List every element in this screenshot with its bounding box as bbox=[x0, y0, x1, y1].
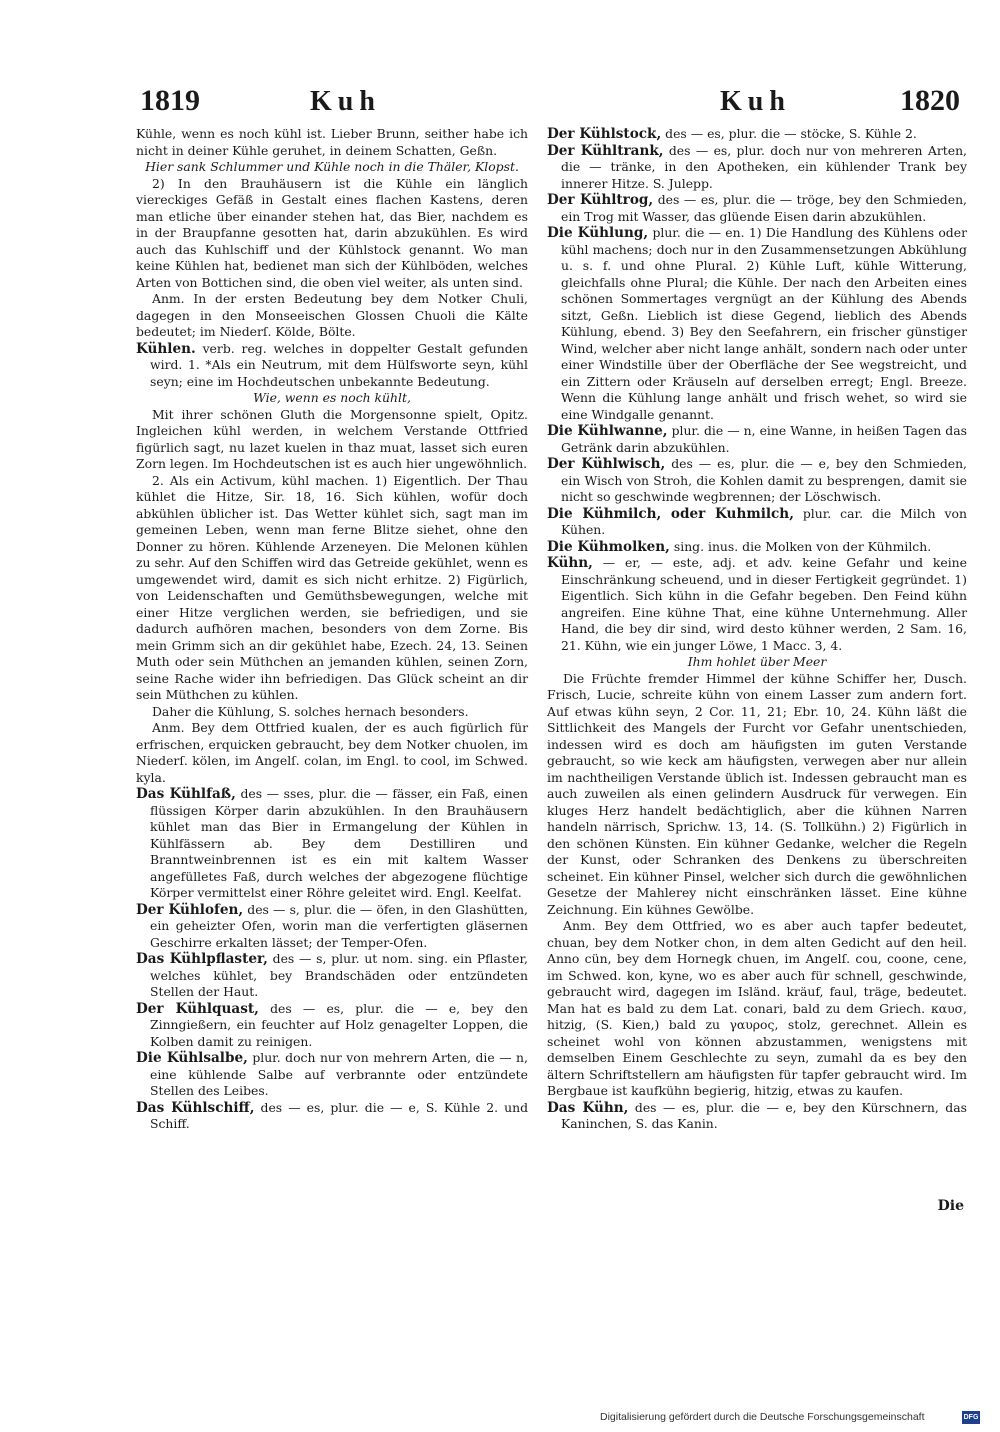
dictionary-entry bbox=[547, 126, 967, 143]
dictionary-entry bbox=[136, 1050, 528, 1100]
left-running-head: Kuh bbox=[310, 86, 381, 117]
entry-text: verb. reg. welches in doppelter Gestalt gefunden wird. 1. *Als ein Neutrum, mit dem Hülfsworte seyn, kühl seyn; eine im Hochdeutschen unbekannte Bedeutung. bbox=[150, 340, 528, 389]
entry-text: des — s, plur. ut nom. sing. ein Pflaster, welches kühlet, bey Brandschäden oder entzündeten Stellen der Haut. bbox=[150, 951, 528, 999]
dictionary-entry bbox=[547, 225, 967, 423]
entry-headword: Der Kühlstock, bbox=[547, 126, 662, 142]
entry-text: des — sses, plur. die — fässer, ein Faß, einen flüssigen Körper darin abzukühlen. In den Brauhäusern kühlet man das Bier in Ermangelung der Kühlen in Kühlfässern ab. Bey dem Destilliren und Branntweinbrennen ist es ein mit kaltem Wasser angefülletes Faß, durch welches der abgezogene flüchtige Körper vermittelst einer Röhre geleitet wird. Engl. Keelfat. bbox=[150, 786, 528, 900]
dictionary-entry bbox=[547, 1100, 967, 1133]
entry-text: — er, — este, adj. et adv. keine Gefahr und keine Einschränkung scheuend, und in dieser Fertigkeit gegründet. 1) Eigentlich. Sich kühn in die Gefahr begeben. Den Feind kühn angreifen. Eine kühne That, eine kühne Unternehmung. Aller Hand, die bey dir sind, wird desto kühner werden, 2 Sam. 16, 21. Kühn, wie ein junger Löwe, 1 Macc. 3, 4. bbox=[561, 555, 967, 653]
entry-paragraph: Anm. Bey dem Ottfried kualen, der es auch figürlich für erfrischen, erquicken gebraucht, bey dem Notker chuolen, im Niederſ. kölen, im Angelſ. colan, im Engl. to cool, im Schwed. kyla. bbox=[136, 720, 528, 785]
entry-text: des — es, plur. die — e, bey den Zinngießern, ein feuchter auf Holz genagelter Loppen, die Kolben damit zu reinigen. bbox=[150, 1000, 528, 1049]
catchword: Die bbox=[937, 1198, 964, 1214]
dictionary-page bbox=[100, 80, 980, 1400]
dictionary-entry bbox=[136, 786, 528, 902]
entry-headword: Der Kühlwisch, bbox=[547, 456, 666, 472]
left-page-number: 1819 bbox=[140, 84, 200, 117]
entry-text: des — es, plur. die — e, S. Kühle 2. und Schiff. bbox=[150, 1099, 529, 1131]
entry-headword: Das Kühn, bbox=[547, 1099, 629, 1116]
verse-quote: Wie, wenn es noch kühlt, bbox=[253, 390, 411, 405]
entry-headword: Kühn, bbox=[547, 555, 593, 571]
entry-text: plur. car. die Milch von Kühen. bbox=[561, 505, 967, 537]
entry-headword: Das Kühlpflaster, bbox=[136, 951, 268, 967]
dictionary-entry bbox=[547, 456, 967, 506]
entry-paragraph: Kühle, wenn es noch kühl ist. Lieber Brunn, seither habe ich nicht in deiner Kühle geruhet, in deinem Schatten, Geßn. bbox=[136, 126, 528, 158]
verse-quote: Ihm hohlet über Meer bbox=[687, 654, 827, 669]
entry-text: plur. die — en. 1) Die Handlung des Kühlens oder kühl machens; doch nur in den Zusammensetzungen Abkühlung u. s. f. und ohne Plural. 2) Kühle Luft, kühle Witterung, gleichfalls ohne Plural; die Kühle. Der nach den Arbeiten eines schönen Sommertages vergnügt an der Kühlung des Abends sitzt, Geßn. Lieblich ist diese Gegend, lieblich des Abends Kühlung, ebend. 3) Bey den Seefahrern, ein frischer günstiger Wind, welcher aber nicht lange anhält, sondern nach oder unter einer Windstille über der Oberfläche der See wegstreicht, und ein Zittern oder Kräuseln auf derselben erregt; Engl. Breeze. Wenn die Kühlung lange anhält und frisch wehet, so wird sie eine Windgalle genannt. bbox=[561, 225, 967, 422]
entry-headword: Das Kühlfaß, bbox=[136, 786, 236, 802]
dictionary-entry bbox=[547, 506, 967, 539]
entry-headword: Der Kühlquast, bbox=[136, 1000, 259, 1017]
dictionary-entry bbox=[136, 1100, 528, 1133]
left-column bbox=[136, 126, 528, 1133]
right-column bbox=[547, 126, 967, 1133]
entry-paragraph: Anm. In der ersten Bedeutung bey dem Notker Chuli, dagegen in den Monseeischen Glossen Chuoli die Kälte bedeutet; im Niederſ. Kölde, Bölte. bbox=[136, 291, 528, 339]
entry-headword: Der Kühltrog, bbox=[547, 192, 654, 208]
entry-text: des — es, plur. die — e, bey den Kürschnern, das Kaninchen, S. das Kanin. bbox=[561, 1099, 967, 1131]
dictionary-entry bbox=[136, 1001, 528, 1051]
entry-headword: Kühlen. bbox=[136, 340, 196, 357]
entry-headword: Die Kühlwanne, bbox=[547, 423, 668, 439]
entry-headword: Der Kühltrank, bbox=[547, 142, 664, 159]
entry-text: des — es, plur. doch nur von mehreren Arten, die — tränke, in den Apotheken, ein kühlender Trank bey innerer Hitze. S. Julepp. bbox=[561, 142, 967, 191]
entry-paragraph: Daher die Kühlung, S. solches hernach besonders. bbox=[152, 703, 469, 719]
dictionary-entry bbox=[547, 539, 967, 556]
entry-paragraph: Die Früchte fremder Himmel der kühne Schiffer her, Dusch. Frisch, Lucie, schreite kühn von einem Lasser zum andern fort. Auf etwas kühn seyn, 2 Cor. 11, 21; Ebr. 10, 24. Kühn läßt die Sittlichkeit des Mangels der Furcht vor Gefahr unentschieden, indessen wird es doch am häufigsten im guten Verstande gebraucht, so wie keck am häufigsten, verwegen aber nur allein im nachtheiligen Verstande üblich ist. Indessen gebraucht man es auch zuweilen als einen gelindern Ausdruck für verwegen. Ein kluges Herz handelt bedächtiglich, aber die kühnen Narren handeln närrisch, Sprichw. 13, 14. (S. Tollkühn.) 2) Figürlich in den schönen Künsten. Ein kühner Gedanke, welcher die Regeln der Kunst, oder Schranken des Denkens zu überschreiten scheinet. Ein kühner Pinsel, welcher sich durch die gewöhnlichen Gesetze der Mahlerey nicht einschränken lässet. Eine kühne Zeichnung. Ein kühnes Gewölbe. bbox=[547, 670, 967, 917]
entry-paragraph: Anm. Bey dem Ottfried, wo es aber auch tapfer bedeutet, chuan, bey dem Notker chon, in dem alten Gedicht auf den heil. Anno cün, bey dem Hornegk chuen, im Angelſ. cou, coone, cene, im Schwed. kon, kyne, wo es aber auch für schnell, geschwinde, gebraucht wird, dagegen im Isländ. kräuf, faul, träge, bedeutet. Man hat es bald zu dem Lat. conari, bald zu dem Griech. καυσ, hitzig, (S. Kien,) bald zu γαυρος, stolz, gerechnet. Allein es scheinet wohl von können abzustammen, wenigstens mit demselben Einem Geschlechte zu seyn, zumahl da es bey den ältern Schriftstellern am häufigsten für tapfer gebraucht wird. Im Bergbaue ist kaufkühn begierig, hitzig, etwas zu kaufen. bbox=[547, 918, 967, 1098]
page-header bbox=[100, 80, 980, 120]
dictionary-entry bbox=[136, 341, 528, 391]
entry-headword: Die Kühmolken, bbox=[547, 538, 670, 555]
entry-text: des — es, plur. die — stöcke, S. Kühle 2. bbox=[665, 126, 917, 141]
entry-headword: Die Kühmilch, oder Kuhmilch, bbox=[547, 505, 794, 522]
digitization-footer bbox=[600, 1411, 980, 1425]
entry-paragraph: 2. Als ein Activum, kühl machen. 1) Eigentlich. Der Thau kühlet die Hitze, Sir. 18, 16. Sich kühlen, wofür doch abkühlen üblicher ist. Das Wetter kühlet sich, sagt man im gemeinen Leben, wenn man ferne Blitze siehet, ohne den Donner zu hören. Kühlende Arzeneyen. Die Melonen kühlen zu sehr. Auf den Schiffen wird das Getreide gekühlet, wenn es umgewendet wird, damit es sich nicht erhitze. 2) Figürlich, von Leidenschaften und Gemüthsbewegungen, welche mit einer Hitze verglichen werden, sie befriedigen, und sie dadurch aufhören machen, besonders von dem Zorne. Bis mein Grimm sich an dir gekühlet habe, Ezech. 24, 13. Seinen Muth oder sein Müthchen an jemanden kühlen, seinen Zorn, seine Rache wider ihn befriedigen. Das Glück scheint an dir sein Müthchen zu kühlen. bbox=[136, 472, 528, 702]
dfg-logo: DFG bbox=[962, 1411, 980, 1424]
dictionary-entry bbox=[547, 143, 967, 193]
dictionary-entry bbox=[547, 555, 967, 654]
entry-text: des — es, plur. die — tröge, bey den Schmieden, ein Trog mit Wasser, das glüende Eisen darin abzukühlen. bbox=[561, 192, 967, 224]
entry-headword: Die Kühlung, bbox=[547, 225, 649, 241]
entry-headword: Der Kühlofen, bbox=[136, 901, 244, 918]
entry-headword: Die Kühlsalbe, bbox=[136, 1050, 248, 1066]
entry-paragraph: Mit ihrer schönen Gluth die Morgensonne spielt, Opitz. Ingleichen kühl werden, in welchem Verstande Ottfried figürlich sagt, nu lazet kuelen in thaz muat, lasset sich euren Zorn legen. Im Hochdeutschen ist es auch hier ungewöhnlich. bbox=[136, 406, 528, 471]
entry-headword: Das Kühlschiff, bbox=[136, 1099, 255, 1116]
entry-paragraph: 2) In den Brauhäusern ist die Kühle ein länglich viereckiges Gefäß in Gestalt eines flachen Kastens, deren man etliche über einander stehen hat, das Bier, nachdem es in der Braupfanne gesotten hat, darin abzukühlen. Es wird auch das Kuhlschiff und der Kühlstock genannt. Wo man keine Kühlen hat, bedienet man sich der Kühlböden, welches Arten von Bottichen sind, die oben viel weiter, als unten sind. bbox=[136, 175, 528, 290]
right-page-number: 1820 bbox=[900, 84, 960, 117]
dictionary-entry bbox=[136, 951, 528, 1001]
entry-text: sing. inus. die Molken von der Kühmilch. bbox=[673, 538, 932, 554]
right-running-head: Kuh bbox=[720, 86, 791, 117]
entry-text: des — s, plur. die — öfen, in den Glashütten, ein geheizter Ofen, worin man die verfertigten gläsernen Geschirre erkalten lässet; der Temper-Ofen. bbox=[150, 901, 528, 950]
dictionary-entry bbox=[136, 902, 528, 952]
entry-text: plur. doch nur von mehrern Arten, die — n, eine kühlende Salbe auf verbrannte oder entzündete Stellen des Leibes. bbox=[150, 1050, 528, 1098]
verse-quote: Hier sank Schlummer und Kühle noch in die Thäler, Klopst. bbox=[145, 159, 519, 174]
entry-text: plur. die — n, eine Wanne, in heißen Tagen das Getränk darin abzukühlen. bbox=[561, 423, 967, 455]
dictionary-entry bbox=[547, 423, 967, 456]
dictionary-entry bbox=[547, 192, 967, 225]
entry-text: des — es, plur. die — e, bey den Schmieden, ein Wisch von Stroh, die Kohlen damit zu besprengen, damit sie nicht so geschwinde wegbrennen; der Löschwisch. bbox=[561, 456, 967, 504]
footer-text: Digitalisierung gefördert durch die Deutsche Forschungsgemeinschaft bbox=[600, 1411, 925, 1423]
